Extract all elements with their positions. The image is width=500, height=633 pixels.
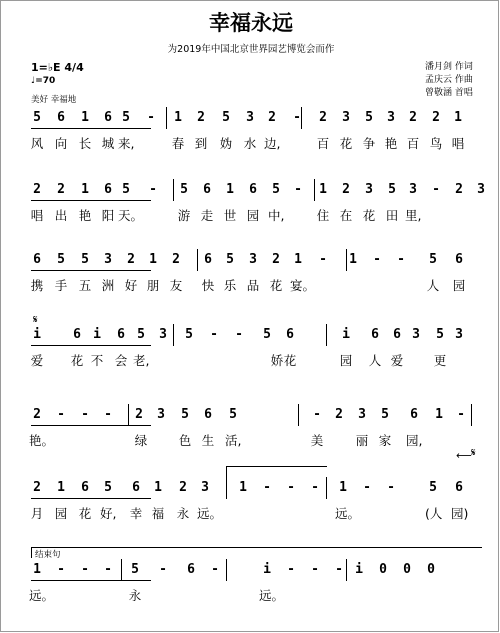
note: 1: [319, 182, 327, 197]
note: -: [313, 407, 321, 422]
note: 2: [455, 182, 463, 197]
note: 1: [174, 110, 182, 125]
note: -: [263, 480, 271, 495]
lyric-syllable: 福: [151, 506, 165, 521]
beam-underline: [31, 270, 151, 271]
barline: [326, 477, 327, 499]
lyric-syllable: 中,: [268, 208, 285, 223]
note: 5: [180, 182, 188, 197]
note: 0: [427, 562, 435, 577]
note: 2: [33, 480, 41, 495]
note: 6: [104, 110, 112, 125]
lyric-syllable: 朋: [146, 278, 160, 293]
note: 3: [201, 480, 209, 495]
note: 2: [33, 407, 41, 422]
note: 6: [203, 182, 211, 197]
note: 5: [429, 480, 437, 495]
note: -: [457, 407, 465, 422]
lyric-syllable: 生: [201, 433, 215, 448]
note: 3: [409, 182, 417, 197]
note: 6: [371, 327, 379, 342]
lyric-syllable: 永: [128, 588, 142, 603]
note: -: [287, 562, 295, 577]
lyric-syllable: 花: [362, 208, 376, 223]
lyric-row: [1, 207, 500, 225]
barline: [197, 249, 198, 271]
note: -: [57, 562, 65, 577]
note: -: [311, 480, 319, 495]
lyric-syllable: 住: [316, 208, 330, 223]
note: 0: [379, 562, 387, 577]
notation-row: [1, 406, 500, 424]
expression-marking: 美好 幸福地: [31, 95, 77, 105]
note: -: [235, 327, 243, 342]
lyric-syllable: 来,: [118, 136, 135, 151]
note: 2: [135, 407, 143, 422]
lyric-syllable: 远。: [29, 588, 55, 603]
tempo-marking: ♩=70: [31, 76, 56, 86]
note: 5: [181, 407, 189, 422]
lyric-syllable: 花: [78, 506, 92, 521]
lyric-syllable: 里,: [405, 208, 422, 223]
lyric-syllable: 园,: [406, 433, 423, 448]
note: 2: [179, 480, 187, 495]
lyric-syllable: 快: [201, 278, 215, 293]
note: 0: [403, 562, 411, 577]
barline: [346, 559, 347, 581]
ending-label: 结束句: [35, 550, 61, 560]
lyric-syllable: 走: [200, 208, 214, 223]
lyric-syllable: 阳: [101, 208, 115, 223]
lyric-syllable: 唱: [30, 208, 44, 223]
lyric-syllable: 家: [378, 433, 392, 448]
lyric-syllable: 永: [176, 506, 190, 521]
lyric-syllable: 天。: [118, 208, 144, 223]
barline: [298, 404, 299, 426]
lyricist-credit: 潘月剑 作词: [425, 62, 473, 72]
lyric-syllable: 远。: [259, 588, 285, 603]
note: 2: [197, 110, 205, 125]
note: 5: [429, 252, 437, 267]
note: 1: [435, 407, 443, 422]
note: 6: [187, 562, 195, 577]
lyric-syllable: 人: [426, 278, 440, 293]
lyric-syllable: 宴。: [290, 278, 316, 293]
note: 5: [222, 110, 230, 125]
notation-row: [1, 251, 500, 269]
lyric-syllable: 娇: [270, 353, 284, 368]
note: i: [355, 562, 363, 577]
note: 2: [319, 110, 327, 125]
lyric-syllable: 爱: [390, 353, 404, 368]
arrow-left-icon: ⟵: [456, 449, 472, 462]
note: 1: [33, 562, 41, 577]
note: 5: [272, 182, 280, 197]
note: 3: [104, 252, 112, 267]
note: 5: [122, 110, 130, 125]
barline: [346, 249, 347, 271]
lyric-syllable: 园: [339, 353, 353, 368]
lyric-syllable: 百: [316, 136, 330, 151]
lyric-syllable: (人: [425, 506, 443, 521]
note: 3: [365, 182, 373, 197]
note: -: [294, 182, 302, 197]
lyric-syllable: 远。: [197, 506, 223, 521]
note: -: [319, 252, 327, 267]
lyric-syllable: 游: [177, 208, 191, 223]
lyric-row: [1, 352, 500, 370]
lyric-syllable: 鸟: [429, 136, 443, 151]
lyric-syllable: 妫: [219, 136, 233, 151]
singer-credit: 曾敬涵 首唱: [425, 88, 473, 98]
lyric-syllable: 乐: [223, 278, 237, 293]
barline: [314, 179, 315, 201]
note: 2: [335, 407, 343, 422]
note: 6: [81, 480, 89, 495]
note: 5: [263, 327, 271, 342]
lyric-row: [1, 587, 500, 605]
note: -: [147, 110, 155, 125]
note: -: [287, 480, 295, 495]
note: 5: [57, 252, 65, 267]
lyric-syllable: 活,: [225, 433, 242, 448]
lyric-syllable: 艳。: [29, 433, 55, 448]
barline: [128, 404, 129, 426]
beam-underline: [31, 425, 151, 426]
note: 5: [122, 182, 130, 197]
barline: [301, 107, 302, 129]
note: 1: [339, 480, 347, 495]
note: 3: [477, 182, 485, 197]
notation-row: [1, 479, 500, 497]
note: 5: [81, 252, 89, 267]
note: 2: [33, 182, 41, 197]
lyric-row: [1, 505, 500, 523]
lyric-syllable: 手: [54, 278, 68, 293]
lyric-syllable: 长: [78, 136, 92, 151]
note: 1: [149, 252, 157, 267]
notation-row: [1, 561, 500, 579]
barline: [471, 404, 472, 426]
lyric-syllable: 不: [90, 353, 104, 368]
note: i: [93, 327, 101, 342]
lyric-syllable: 远。: [335, 506, 361, 521]
volta-bracket: [226, 466, 327, 477]
note: 5: [33, 110, 41, 125]
note: 1: [294, 252, 302, 267]
notation-row: [1, 109, 500, 127]
note: 2: [272, 252, 280, 267]
note: 6: [455, 480, 463, 495]
note: 6: [204, 407, 212, 422]
note: 3: [249, 252, 257, 267]
note: -: [211, 562, 219, 577]
lyric-syllable: 百: [406, 136, 420, 151]
note: 3: [358, 407, 366, 422]
note: -: [81, 562, 89, 577]
beam-underline: [31, 128, 151, 129]
lyric-syllable: 园): [451, 506, 469, 521]
note: 6: [132, 480, 140, 495]
barline: [173, 179, 174, 201]
lyric-syllable: 出: [54, 208, 68, 223]
lyric-row: [1, 135, 500, 153]
lyric-syllable: 园: [452, 278, 466, 293]
note: 5: [436, 327, 444, 342]
note: -: [311, 562, 319, 577]
note: 6: [410, 407, 418, 422]
lyric-syllable: 花: [339, 136, 353, 151]
note: -: [57, 407, 65, 422]
barline: [121, 559, 122, 581]
note: 5: [381, 407, 389, 422]
note: 6: [393, 327, 401, 342]
lyric-syllable: 花: [269, 278, 283, 293]
beam-underline: [31, 580, 151, 581]
lyric-syllable: 更: [433, 353, 447, 368]
note: -: [104, 562, 112, 577]
note: 1: [226, 182, 234, 197]
note: 3: [246, 110, 254, 125]
note: 5: [137, 327, 145, 342]
note: 1: [81, 110, 89, 125]
note: 6: [73, 327, 81, 342]
lyric-syllable: 在: [339, 208, 353, 223]
note: 1: [239, 480, 247, 495]
note: 5: [365, 110, 373, 125]
note: -: [159, 562, 167, 577]
note: 6: [33, 252, 41, 267]
note: 6: [455, 252, 463, 267]
lyric-syllable: 世: [223, 208, 237, 223]
note: i: [263, 562, 271, 577]
note: 6: [286, 327, 294, 342]
lyric-syllable: 春: [171, 136, 185, 151]
segno-sign: 𝄋: [33, 313, 38, 326]
lyric-syllable: 美: [310, 433, 324, 448]
barline: [226, 477, 227, 499]
lyric-syllable: 城: [101, 136, 115, 151]
barline: [166, 107, 167, 129]
segno-sign-end: 𝄋: [471, 446, 476, 459]
note: -: [363, 480, 371, 495]
lyric-syllable: 丽: [355, 433, 369, 448]
lyric-syllable: 色: [178, 433, 192, 448]
lyric-syllable: 老,: [133, 353, 150, 368]
note: 3: [455, 327, 463, 342]
ending-bracket: [31, 547, 482, 558]
song-title: 幸福永远: [209, 11, 293, 35]
lyric-syllable: 向: [54, 136, 68, 151]
lyric-row: [1, 432, 500, 450]
composer-credit: 孟庆云 作曲: [425, 75, 473, 85]
lyric-syllable: 携: [30, 278, 44, 293]
note: -: [373, 252, 381, 267]
beam-underline: [31, 200, 151, 201]
note: 6: [104, 182, 112, 197]
note: 2: [268, 110, 276, 125]
note: -: [293, 110, 301, 125]
note: 6: [57, 110, 65, 125]
note: 1: [81, 182, 89, 197]
lyric-syllable: 风: [30, 136, 44, 151]
note: 5: [229, 407, 237, 422]
barline: [173, 324, 174, 346]
lyric-syllable: 会: [114, 353, 128, 368]
note: 2: [432, 110, 440, 125]
note: 3: [342, 110, 350, 125]
note: 6: [117, 327, 125, 342]
lyric-syllable: 边,: [264, 136, 281, 151]
note: 5: [226, 252, 234, 267]
lyric-syllable: 月: [30, 506, 44, 521]
note: i: [33, 327, 41, 342]
lyric-syllable: 爱: [30, 353, 44, 368]
song-subtitle: 为2019年中国北京世界园艺博览会而作: [167, 44, 335, 55]
barline: [226, 559, 227, 581]
note: 3: [159, 327, 167, 342]
lyric-syllable: 品: [246, 278, 260, 293]
lyric-syllable: 五: [78, 278, 92, 293]
lyric-syllable: 幸: [129, 506, 143, 521]
lyric-syllable: 园: [246, 208, 260, 223]
note: 2: [342, 182, 350, 197]
note: 6: [204, 252, 212, 267]
lyric-syllable: 人: [368, 353, 382, 368]
lyric-row: [1, 277, 500, 295]
note: -: [81, 407, 89, 422]
lyric-syllable: 好: [124, 278, 138, 293]
note: 2: [172, 252, 180, 267]
note: -: [104, 407, 112, 422]
lyric-syllable: 唱: [451, 136, 465, 151]
note: 2: [57, 182, 65, 197]
note: 1: [454, 110, 462, 125]
note: 3: [387, 110, 395, 125]
note: 1: [154, 480, 162, 495]
note: 2: [409, 110, 417, 125]
beam-underline: [31, 498, 151, 499]
lyric-syllable: 好,: [100, 506, 117, 521]
notation-row: [1, 181, 500, 199]
beam-underline: [31, 345, 151, 346]
note: 5: [388, 182, 396, 197]
note: 1: [349, 252, 357, 267]
note: -: [149, 182, 157, 197]
note: 3: [412, 327, 420, 342]
notation-row: [1, 326, 500, 344]
note: -: [397, 252, 405, 267]
lyric-syllable: 绿: [134, 433, 148, 448]
note: -: [432, 182, 440, 197]
lyric-syllable: 花: [283, 353, 297, 368]
lyric-syllable: 友: [169, 278, 183, 293]
lyric-syllable: 争: [362, 136, 376, 151]
lyric-syllable: 水: [243, 136, 257, 151]
note: -: [335, 562, 343, 577]
note: 5: [104, 480, 112, 495]
key-signature: 1=♭E 4/4: [31, 61, 84, 74]
note: 1: [57, 480, 65, 495]
note: 3: [157, 407, 165, 422]
note: i: [342, 327, 350, 342]
note: 5: [131, 562, 139, 577]
note: 6: [249, 182, 257, 197]
barline: [326, 324, 327, 346]
lyric-syllable: 园: [54, 506, 68, 521]
lyric-syllable: 艳: [78, 208, 92, 223]
lyric-syllable: 洲: [101, 278, 115, 293]
note: 5: [185, 327, 193, 342]
lyric-syllable: 艳: [384, 136, 398, 151]
note: -: [210, 327, 218, 342]
note: 2: [127, 252, 135, 267]
lyric-syllable: 花: [70, 353, 84, 368]
note: -: [387, 480, 395, 495]
lyric-syllable: 田: [385, 208, 399, 223]
lyric-syllable: 到: [194, 136, 208, 151]
